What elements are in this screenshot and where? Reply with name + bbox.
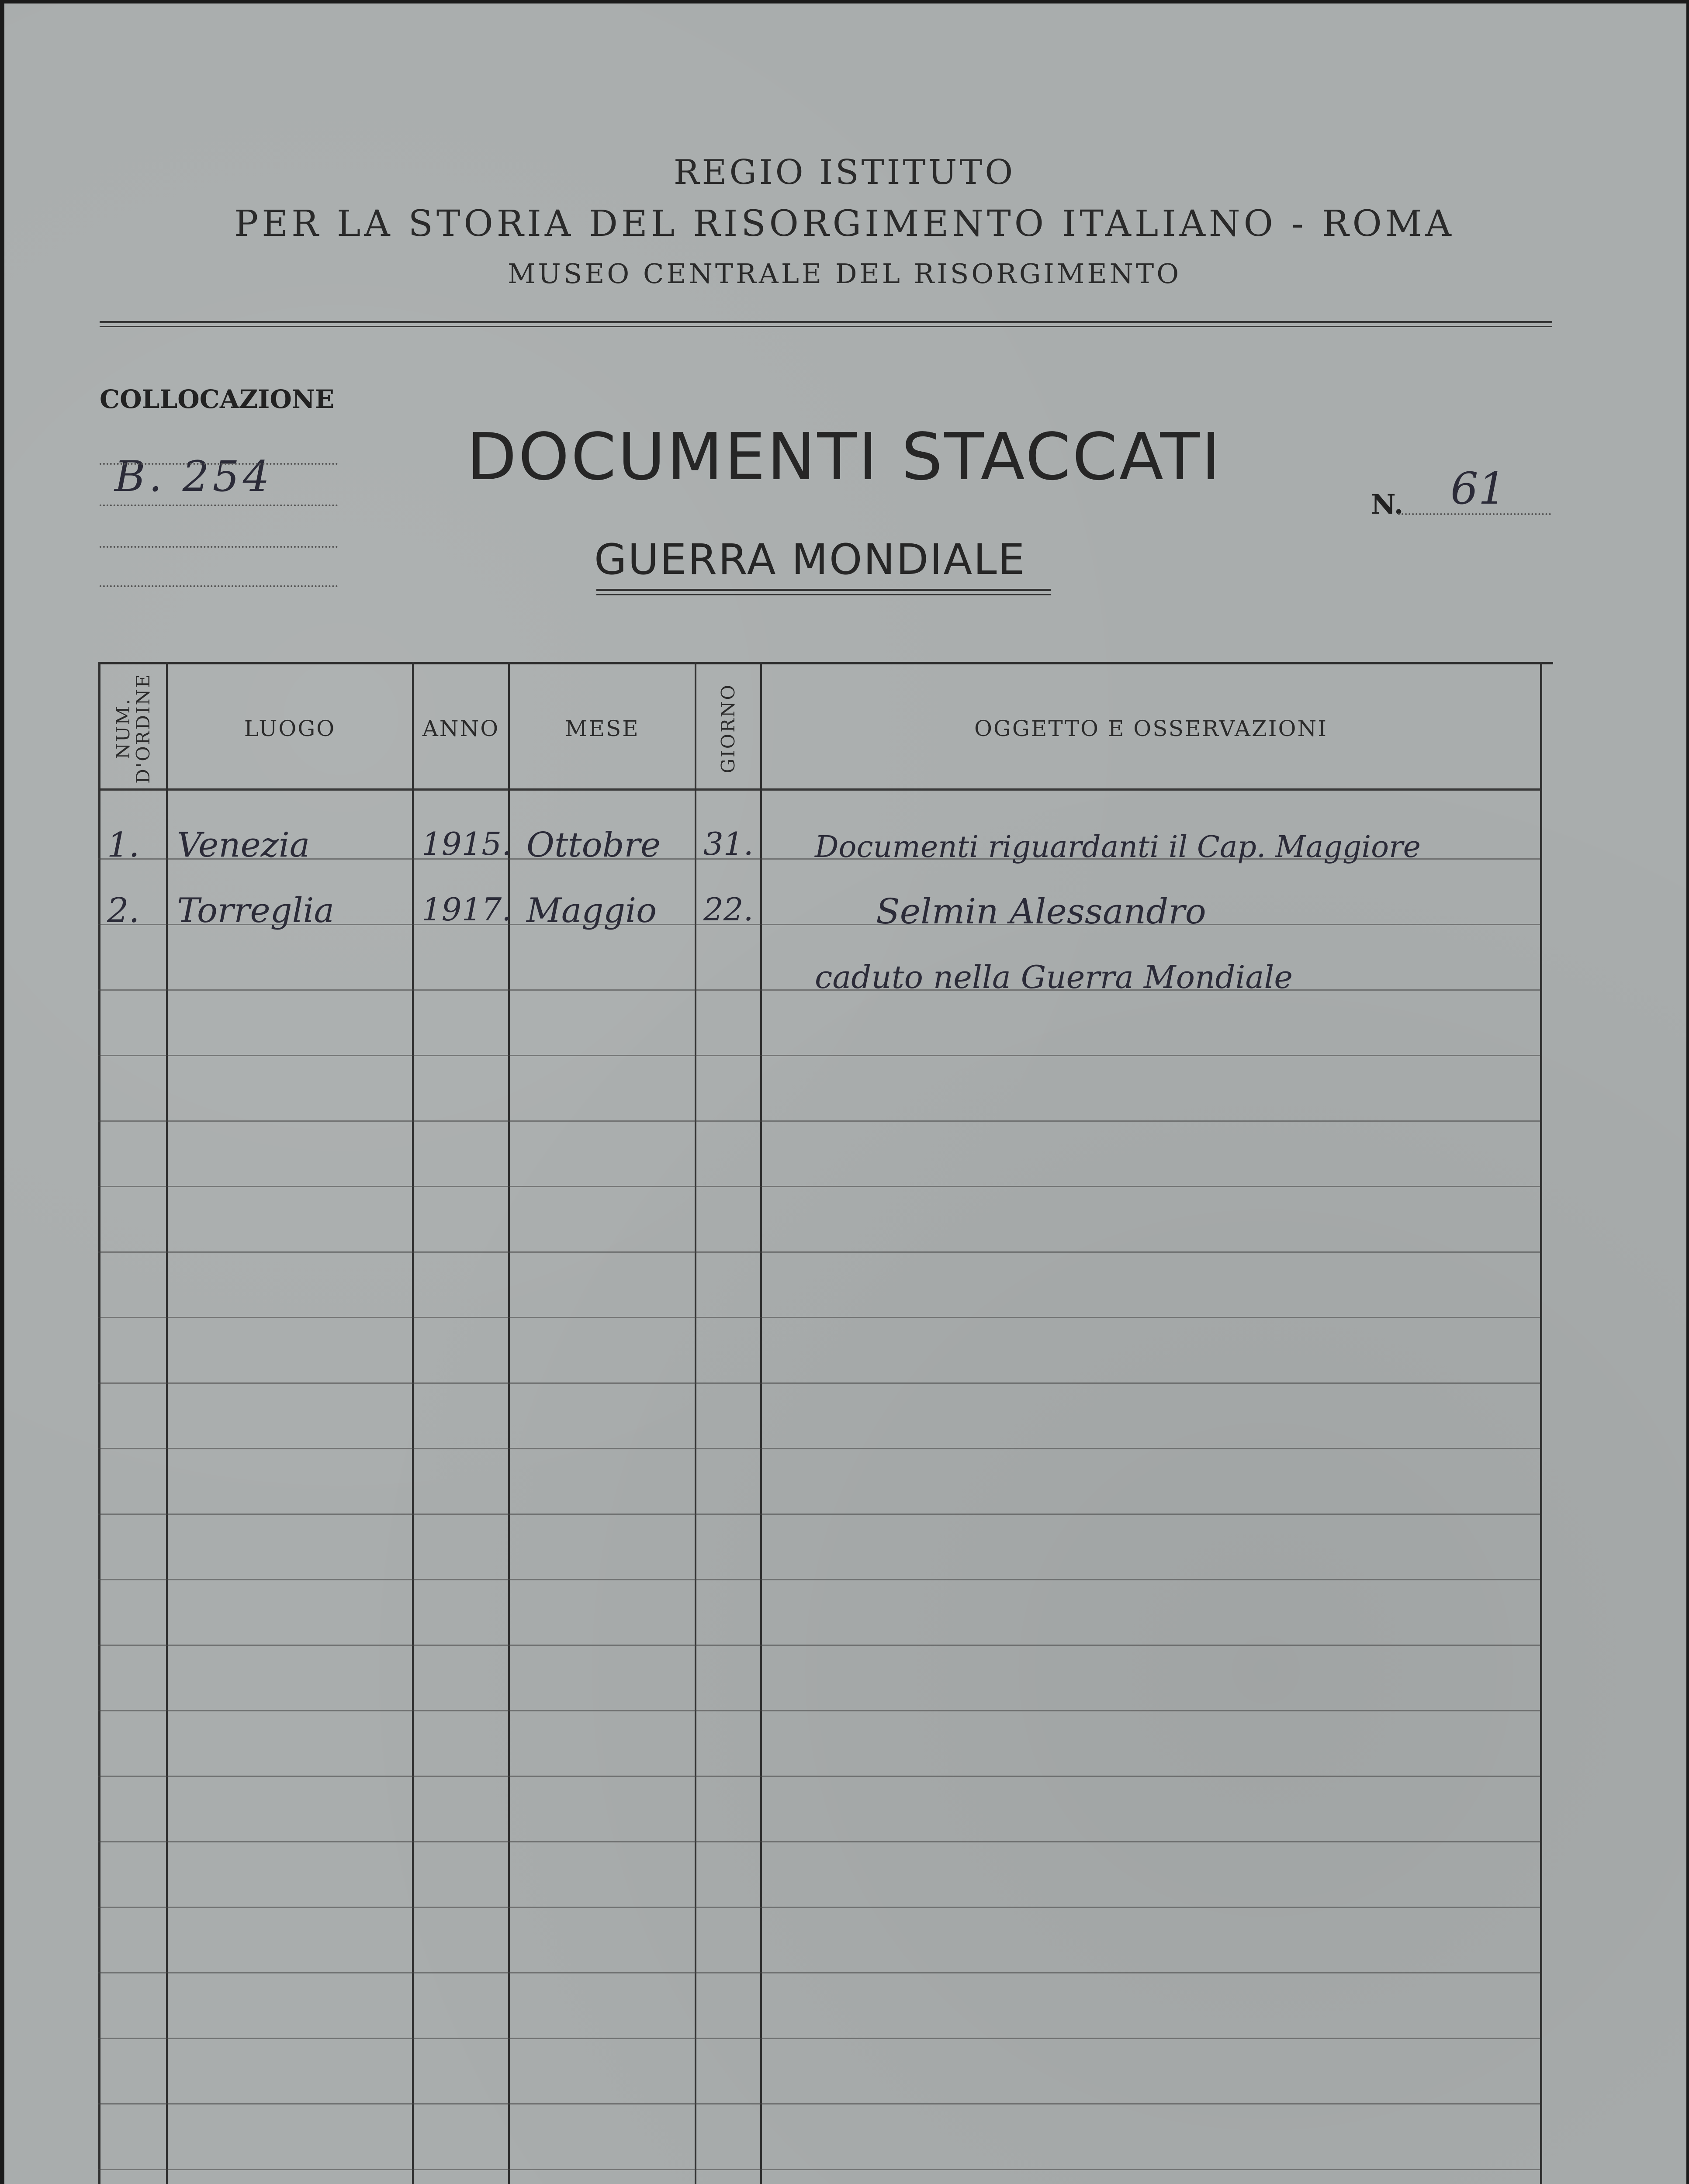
row-2-luogo: Torreglia [177, 891, 334, 930]
collocazione-dotline-3 [100, 546, 338, 548]
register-table [98, 662, 1553, 2184]
ruled-line [98, 1776, 1540, 1777]
institute-subtitle: PER LA STORIA DEL RISORGIMENTO ITALIANO - ROMA [234, 203, 1455, 245]
row-1-mese: Ottobre [526, 826, 661, 865]
document-title: DOCUMENTI STACCATI [467, 419, 1222, 494]
row-1-anno: 1915. [422, 826, 512, 862]
ruled-line [98, 1055, 1540, 1056]
row-2-num: 2. [107, 891, 140, 930]
ruled-line [98, 1645, 1540, 1646]
row-2-anno: 1917. [422, 891, 512, 928]
ruled-line [98, 2103, 1540, 2105]
museum-name: MUSEO CENTRALE DEL RISORGIMENTO [507, 258, 1182, 290]
col-divider-anno [508, 662, 510, 2184]
ruled-line [98, 1382, 1540, 1384]
header-giorno: GIORNO [717, 683, 739, 774]
institute-name: REGIO ISTITUTO [673, 153, 1016, 192]
header-oggetto: OGGETTO E OSSERVAZIONI [974, 715, 1328, 741]
collocazione-dotline-2 [100, 505, 338, 506]
row-1-giorno: 31. [703, 826, 754, 862]
header-luogo: LUOGO [244, 715, 336, 741]
col-divider-mese [695, 662, 696, 2184]
ruled-line [98, 1907, 1540, 1908]
row-2-oggetto: Selmin Alessandro [876, 891, 1206, 932]
ruled-line [98, 1186, 1540, 1187]
header-num: NUM. D'ORDINE [112, 673, 154, 784]
col-divider-giorno [760, 662, 762, 2184]
ruled-line [98, 1317, 1540, 1318]
ruled-line [98, 1841, 1540, 1842]
subtitle-underline-2 [596, 594, 1051, 595]
header-rule-top [100, 321, 1552, 323]
header-anno: ANNO [422, 715, 500, 741]
table-top-rule [98, 662, 1553, 664]
table-right-border [1540, 662, 1542, 2184]
ruled-line [98, 1579, 1540, 1580]
row-1-luogo: Venezia [177, 826, 310, 865]
ruled-line [98, 1251, 1540, 1253]
ruled-line [98, 1710, 1540, 1711]
document-subtitle: GUERRA MONDIALE [594, 535, 1026, 584]
header-mese: MESE [565, 715, 640, 741]
ruled-line [98, 1120, 1540, 1122]
ruled-line [98, 1514, 1540, 1515]
collocazione-dotline-4 [100, 585, 338, 587]
header-rule-bottom [100, 326, 1552, 327]
col-divider-luogo [412, 662, 414, 2184]
table-left-border [98, 662, 100, 2184]
collocazione-label: COLLOCAZIONE [100, 384, 335, 414]
ruled-line [98, 1448, 1540, 1449]
row-1-oggetto: Documenti riguardanti il Cap. Maggiore [815, 830, 1421, 864]
subtitle-underline-1 [596, 589, 1051, 591]
ruled-line [98, 1972, 1540, 1973]
ruled-line [98, 2038, 1540, 2039]
row-3-oggetto: caduto nella Guerra Mondiale [815, 959, 1293, 995]
number-label: N. [1371, 488, 1404, 520]
ruled-line [98, 2169, 1540, 2170]
number-dotline [1398, 513, 1551, 515]
collocazione-value: B. 254 [114, 452, 273, 501]
row-1-num: 1. [107, 826, 140, 865]
number-value: 61 [1450, 463, 1506, 514]
row-2-mese: Maggio [526, 891, 657, 930]
row-2-giorno: 22. [703, 891, 754, 928]
col-divider-num [166, 662, 168, 2184]
